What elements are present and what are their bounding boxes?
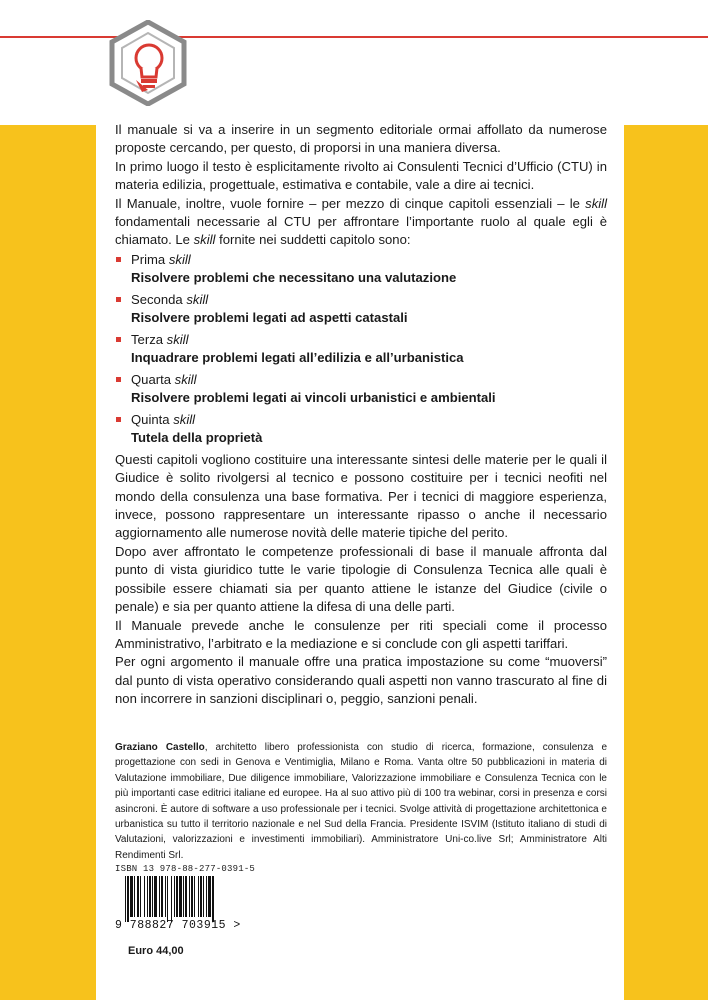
square-bullet-icon bbox=[116, 337, 121, 342]
paragraph-synthesis: Questi capitoli vogliono costituire una interessante sintesi delle materie per le quali il Giudice è solito rivolgersi al tecnico e possono costituire per i tecnici neofiti nel mondo della consulenza una base formativa. Per i tecnici di maggiore esperienza, invece, possono rappresentare un interessante ripasso o anche il necessario aggiornamento alle numerose novità delle materie tipiche del perito. bbox=[115, 451, 607, 541]
barcode-bar bbox=[200, 876, 202, 917]
barcode-bar bbox=[134, 876, 135, 917]
skills-list bbox=[115, 251, 607, 447]
barcode-bar bbox=[176, 876, 178, 917]
paragraph-intro: Il manuale si va a inserire in un segmento editoriale ormai affollato da numerose proposte cercando, per questo, di proporsi in una maniera diversa. bbox=[115, 122, 607, 156]
barcode-bar bbox=[165, 876, 166, 917]
barcode-bar bbox=[137, 876, 139, 917]
list-item: Quinta skill Tutela della proprietà bbox=[115, 411, 607, 447]
barcode-bar bbox=[127, 876, 129, 922]
barcode-bar bbox=[208, 876, 211, 917]
square-bullet-icon bbox=[116, 297, 121, 302]
barcode-bar bbox=[179, 876, 182, 917]
barcode-digits: 9 788827 703915 > bbox=[115, 919, 241, 932]
back-cover-text bbox=[115, 121, 607, 709]
author-bio: Graziano Castello, architetto libero professionista con studio di ricerca, formazione, consulenza e progettazione con sedi in Genova e Ventimiglia, Milano e Roma. Vanta oltre 50 pubblicazioni in materia di Valutazione immobiliare, Due diligence immobiliare, Valorizzazione immobiliare e Consulenza Tecnica con le più importanti case editrici italiane ed europee. Ha al suo attivo più di 100 tra webinar, corsi in presenza e corsi asincroni. È autore di software a uso professionale per i tecnici. Svolge attività di progettazione architettonica e urbanistica su tutto il territorio nazionale e nel Sud della Francia. Presidente ISVIM (Istituto italiano di studi di Valutazioni, valorizzazioni e investimenti immobiliari). Amministratore Uni-co.live Srl; Amministratore Alti Rendimenti Srl. bbox=[115, 742, 608, 861]
barcode-bar bbox=[140, 876, 141, 917]
paragraph-legal: Dopo aver affrontato le competenze professionali di base il manuale affronta dal punto di vista giuridico tutte le varie tipologie di Consulenza Tecnica alle quali è possibile essere chiamati sia per quanto attiene le istanze del Giudice (civile o penale) e sia per quanto attiene la difesa di una delle parti. bbox=[115, 543, 607, 615]
square-bullet-icon bbox=[116, 377, 121, 382]
paragraph-audience: In primo luogo il testo è esplicitamente rivolto ai Consulenti Tecnici d’Ufficio (CTU) in materia edilizia, progettuale, estimativa e contabile, vale a dire ai tecnici. bbox=[115, 158, 607, 193]
barcode-bar bbox=[144, 876, 145, 917]
isbn-label: ISBN 13 978-88-277-0391-5 bbox=[115, 864, 256, 874]
barcode-bar bbox=[206, 876, 207, 917]
list-item: Prima skill Risolvere problemi che necessitano una valutazione bbox=[115, 251, 607, 287]
barcode-bar bbox=[167, 876, 168, 922]
barcode-bar bbox=[154, 876, 157, 917]
paragraph-special-rites: Il Manuale prevede anche le consulenze per riti speciali come il processo Amministrativo, l’arbitrato e la mediazione e si conclude con gli aspetti tariffari. bbox=[115, 617, 607, 651]
paragraph-operative: Per ogni argomento il manuale offre una pratica impostazione su come “muoversi” dal punto di vista operativo considerando quali aspetti non vanno trascurato al fine di non incorrere in sanzioni disciplinari o, peggio, sanzioni penali. bbox=[115, 654, 607, 707]
barcode-bar bbox=[152, 876, 153, 917]
barcode-bar bbox=[203, 876, 204, 917]
barcode-bar bbox=[125, 876, 126, 922]
hexagon-lightbulb-logo-icon bbox=[108, 20, 188, 106]
list-item: Seconda skill Risolvere problemi legati ad aspetti catastali bbox=[115, 291, 607, 327]
list-item: Quarta skill Risolvere problemi legati ai vincoli urbanistici e ambientali bbox=[115, 371, 607, 407]
list-item: Terza skill Inquadrare problemi legati all’edilizia e all’urbanistica bbox=[115, 331, 607, 367]
barcode-bar bbox=[212, 876, 214, 922]
skill-description: Risolvere problemi legati ai vincoli urbanistici e ambientali bbox=[131, 389, 496, 405]
left-yellow-bar bbox=[0, 125, 96, 1000]
barcode-bar bbox=[130, 876, 133, 917]
skill-description: Inquadrare problemi legati all’edilizia e all’urbanistica bbox=[131, 349, 464, 365]
author-name: Graziano Castello bbox=[115, 742, 205, 753]
barcode-bar bbox=[159, 876, 160, 917]
barcode-bar bbox=[161, 876, 163, 917]
barcode-bar bbox=[191, 876, 193, 917]
barcode-bar bbox=[183, 876, 184, 917]
skill-description: Risolvere problemi che necessitano una valutazione bbox=[131, 269, 457, 285]
barcode-bar bbox=[149, 876, 151, 917]
price: Euro 44,00 bbox=[128, 945, 184, 957]
paragraph-skills-intro: Il Manuale, inoltre, vuole fornire – per mezzo di cinque capitoli essenziali – le skill fondamentali necessarie al CTU per affrontare l’importante ruolo al quale egli è chiamato. Le skill fornite nei suddetti capitolo sono: bbox=[115, 195, 607, 248]
barcode-bar bbox=[194, 876, 195, 917]
barcode-bar bbox=[147, 876, 148, 917]
barcode-bar bbox=[185, 876, 187, 917]
right-yellow-bar bbox=[624, 125, 708, 1000]
barcode-bar bbox=[171, 876, 172, 922]
skill-description: Tutela della proprietà bbox=[131, 429, 263, 445]
square-bullet-icon bbox=[116, 417, 121, 422]
barcode-bar bbox=[189, 876, 190, 917]
skill-description: Risolvere problemi legati ad aspetti catastali bbox=[131, 309, 408, 325]
barcode-bar bbox=[174, 876, 175, 917]
square-bullet-icon bbox=[116, 257, 121, 262]
top-accent-line bbox=[0, 36, 708, 38]
isbn-barcode bbox=[125, 876, 243, 922]
barcode-bar bbox=[198, 876, 199, 917]
